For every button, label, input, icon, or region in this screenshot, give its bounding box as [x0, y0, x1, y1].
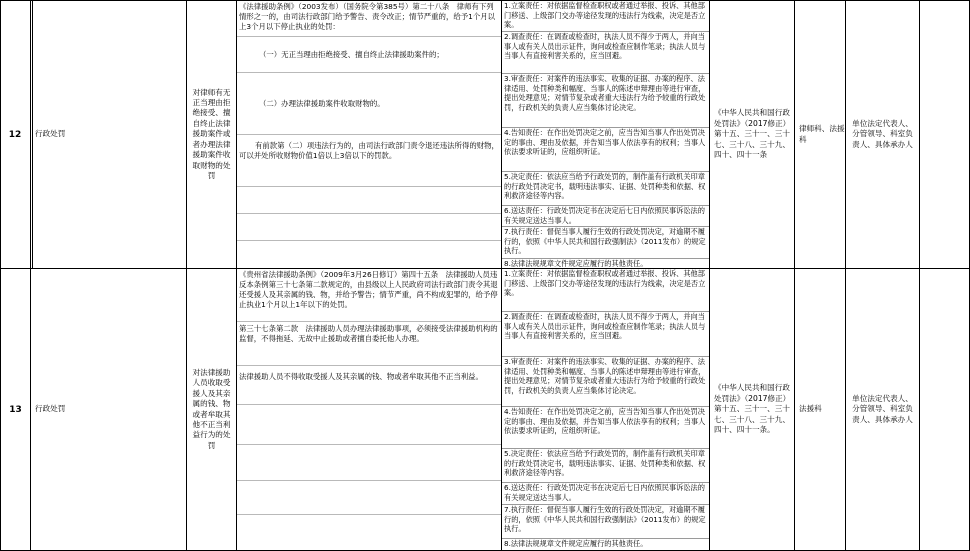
table-row [0, 1, 970, 268]
responsibility-item: 3.审查责任：对案件的违法事实、收集的证据、办案的程序、法律适用、处罚种类和幅度、当事人的陈述申辩理由等进行审查，提出处理意见；对情节复杂或者重大违法行为给予较重的行政处罚，行政机关的负责人应当集体讨论决定。 [502, 357, 709, 407]
power-type: 行政处罚 [31, 269, 187, 550]
legal-basis-para: 《法律援助条例》（2003发布）（国务院令第385号）第二十八条 律师有下列情形之一的，由司法行政部门给予警告、责令改正；情节严重的，给予1个月以上3个月以下停止执业的处罚： [237, 1, 501, 37]
responsibility-item: 7.执行责任：督促当事人履行生效的行政处罚决定，对逾期不履行的，依照《中华人民共和国行政强制法》（2011发布）的规定执行。 [502, 227, 709, 259]
responsibility-item: 5.决定责任：依法应当给予行政处罚的，制作盖有行政机关印章的行政处罚决定书，载明违法事实、证据、处罚种类和依据、权利救济途径等内容。 [502, 449, 709, 483]
power-name: 对律师有无正当理由拒绝接受、擅自终止法律援助案件或者办理法律援助案件收取财物的处罚 [187, 1, 237, 268]
table-row [0, 269, 970, 550]
legal-basis-cell [237, 1, 502, 268]
legal-basis-para: （二）办理法律援助案件收取财物的。 [237, 73, 501, 135]
responsibility-item: 6.送达责任：行政处罚决定书在决定后七日内依照民事诉讼法的有关规定送达当事人。 [502, 483, 709, 505]
responsibility-item: 4.告知责任：在作出处罚决定之前，应当告知当事人作出处罚决定的事由、理由及依据，并告知当事人依法享有的权利；当事人依法要求听证的，应组织听证。 [502, 407, 709, 449]
responsibility-item: 8.法律法规规章文件规定应履行的其他责任。 [504, 259, 648, 268]
responsibility-item: 4.告知责任：在作出处罚决定之前，应当告知当事人作出处罚决定的事由、理由及依据，并告知当事人依法享有的权利；当事人依法要求听证的，应组织听证。 [502, 128, 709, 172]
legal-basis-para [237, 481, 501, 515]
item-number: 13 [0, 269, 31, 550]
law-reference: 《中华人民共和国行政处罚法》（2017修正）第十五、三十一、三十七、三十八、三十九、四十、四十一条。 [710, 269, 795, 550]
legal-basis-para: 《贵州省法律援助条例》（2009年3月26日修订）第四十五条 法律援助人员违反本条例第三十七条第二款规定的，由县级以上人民政府司法行政部门责令其退还受援人及其亲属的钱、物，并给予警告；情节严重，尚不构成犯罪的，给予停止执业1个月以上1年以下的处罚。 [237, 269, 501, 322]
legal-basis-para [237, 445, 501, 481]
legal-basis-para: 法律援助人员不得收取受援人及其亲属的钱、物或者牟取其他不正当利益。 [237, 366, 501, 405]
legal-basis-para: 第三十七条第二款 法律援助人员办理法律援助事项，必须接受法律援助机构的监督，不得拖延、无故中止援助或者擅自委托他人办理。 [237, 322, 501, 366]
responsibility-item: 8.法律法规规章文件规定应履行的其他责任。 [504, 539, 648, 548]
responsibility-cell [502, 1, 710, 268]
legal-basis-para: 有前款第（二）项违法行为的，由司法行政部门责令退还违法所得的财物，可以并处所收财物价值1倍以上3倍以下的罚款。 [237, 135, 501, 187]
legal-basis-para [237, 515, 501, 550]
responsible-department: 法援科 [795, 269, 846, 550]
responsible-subject: 单位法定代表人、分管领导、科室负责人、具体承办人 [846, 1, 920, 268]
responsibility-item: 3.审查责任：对案件的违法事实、收集的证据、办案的程序、法律适用、处罚种类和幅度、当事人的陈述申辩理由等进行审查，提出处理意见；对情节复杂或者重大违法行为给予较重的行政处罚，行政机关的负责人应当集体讨论决定。 [502, 74, 709, 128]
responsibility-item: 1.立案责任：对依据监督检查职权或者通过举报、投诉、其他部门移送、上级部门交办等途径发现的违法行为线索，决定是否立案。 [502, 1, 709, 32]
legal-basis-cell [237, 269, 502, 550]
legal-basis-para [237, 241, 501, 268]
law-reference: 《中华人民共和国行政处罚法》（2017修正）第十五、三十一、三十七、三十八、三十九、四十、四十一条 [710, 1, 795, 268]
responsibility-item: 6.送达责任：行政处罚决定书在决定后七日内依照民事诉讼法的有关规定送达当事人。 [502, 206, 709, 227]
item-number: 12 [0, 1, 31, 268]
responsible-department: 律师科、法援科 [795, 1, 846, 268]
legal-basis-para [237, 405, 501, 445]
responsibility-item: 7.执行责任：督促当事人履行生效的行政处罚决定，对逾期不履行的，依照《中华人民共和国行政强制法》（2011发布）的规定执行。 [502, 505, 709, 539]
power-name: 对法律援助人员收取受援人及其亲属的钱、物或者牟取其他不正当利益行为的处罚 [187, 269, 237, 550]
responsibility-item: 2.调查责任：在调查或检查时，执法人员不得少于两人，并向当事人或有关人员出示证件，询问或检查应制作笔录；执法人员与当事人有直接利害关系的，应当回避。 [502, 32, 709, 74]
remarks [920, 1, 970, 268]
responsibility-item: 2.调查责任：在调查或检查时，执法人员不得少于两人，并向当事人或有关人员出示证件，询问或检查应制作笔录；执法人员与当事人有直接利害关系的，应当回避。 [502, 312, 709, 357]
power-type: 行政处罚 [31, 1, 187, 268]
responsibility-item: 1.立案责任：对依据监督检查职权或者通过举报、投诉、其他部门移送、上级部门交办等途径发现的违法行为线索，决定是否立案。 [502, 269, 709, 312]
legal-basis-para: （一）无正当理由拒绝接受、擅自终止法律援助案件的； [237, 37, 501, 73]
responsibility-item: 5.决定责任：依法应当给予行政处罚的，制作盖有行政机关印章的行政处罚决定书，载明违法事实、证据、处罚种类和依据、权利救济途径等内容。 [502, 172, 709, 206]
responsible-subject: 单位法定代表人、分管领导、科室负责人、具体承办人 [846, 269, 920, 550]
responsibility-cell [502, 269, 710, 550]
legal-basis-para [237, 187, 501, 214]
remarks [920, 269, 970, 550]
legal-basis-para [237, 214, 501, 241]
